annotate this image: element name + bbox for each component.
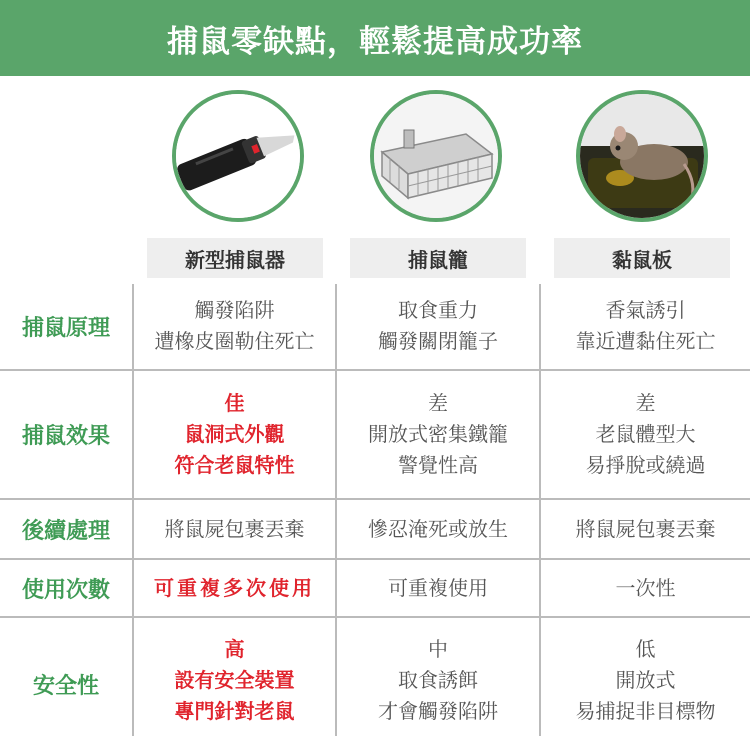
row-label-effectiveness: 捕鼠效果 [21,424,110,449]
cage-trap-photo [370,90,502,222]
table-cell: 取食重力 觸發關閉籠子 [378,298,498,353]
table-cell: 慘忍淹死或放生 [368,516,508,541]
table-cell: 佳 鼠洞式外觀 符合老鼠特性 [174,391,295,477]
table-cell: 可重複使用 [388,575,488,600]
table-cell: 可重複多次使用 [154,575,315,600]
table-cell: 低 開放式 易捕捉非目標物 [575,636,716,723]
row-label-disposal: 後續處理 [21,518,110,544]
row-label-usage-count: 使用次數 [21,577,110,603]
glue-board-icon [580,94,704,218]
table-cell: 一次性 [615,575,676,600]
glue-board-photo [576,90,708,222]
table-cell: 將鼠屍包裹丟棄 [164,516,305,541]
row-label-principle: 捕鼠原理 [21,315,110,341]
row-label-safety: 安全性 [32,673,99,699]
table-cell: 將鼠屍包裹丟棄 [575,516,716,541]
table-cell: 差 老鼠體型大 易掙脫或繞過 [585,391,706,477]
column-header-new-trap: 新型捕鼠器 [147,238,323,278]
cage-trap-icon [374,94,498,218]
column-header-glue-board: 黏鼠板 [554,238,730,278]
page-title: 捕鼠零缺點，輕鬆提高成功率 [167,23,583,60]
table-cell: 高 設有安全裝置 專門針對老鼠 [174,636,295,723]
table-cell: 中 取食誘餌 才會觸發陷阱 [378,636,498,723]
tube-trap-photo [172,90,304,222]
page-title-banner [0,0,750,76]
table-cell: 差 開放式密集鐵籠 警覺性高 [368,391,508,477]
column-header-cage: 捕鼠籠 [350,238,526,278]
table-cell: 觸發陷阱 遭橡皮圈勒住死亡 [154,298,315,353]
tube-trap-icon [176,94,300,218]
table-cell: 香氣誘引 靠近遭黏住死亡 [575,298,716,353]
